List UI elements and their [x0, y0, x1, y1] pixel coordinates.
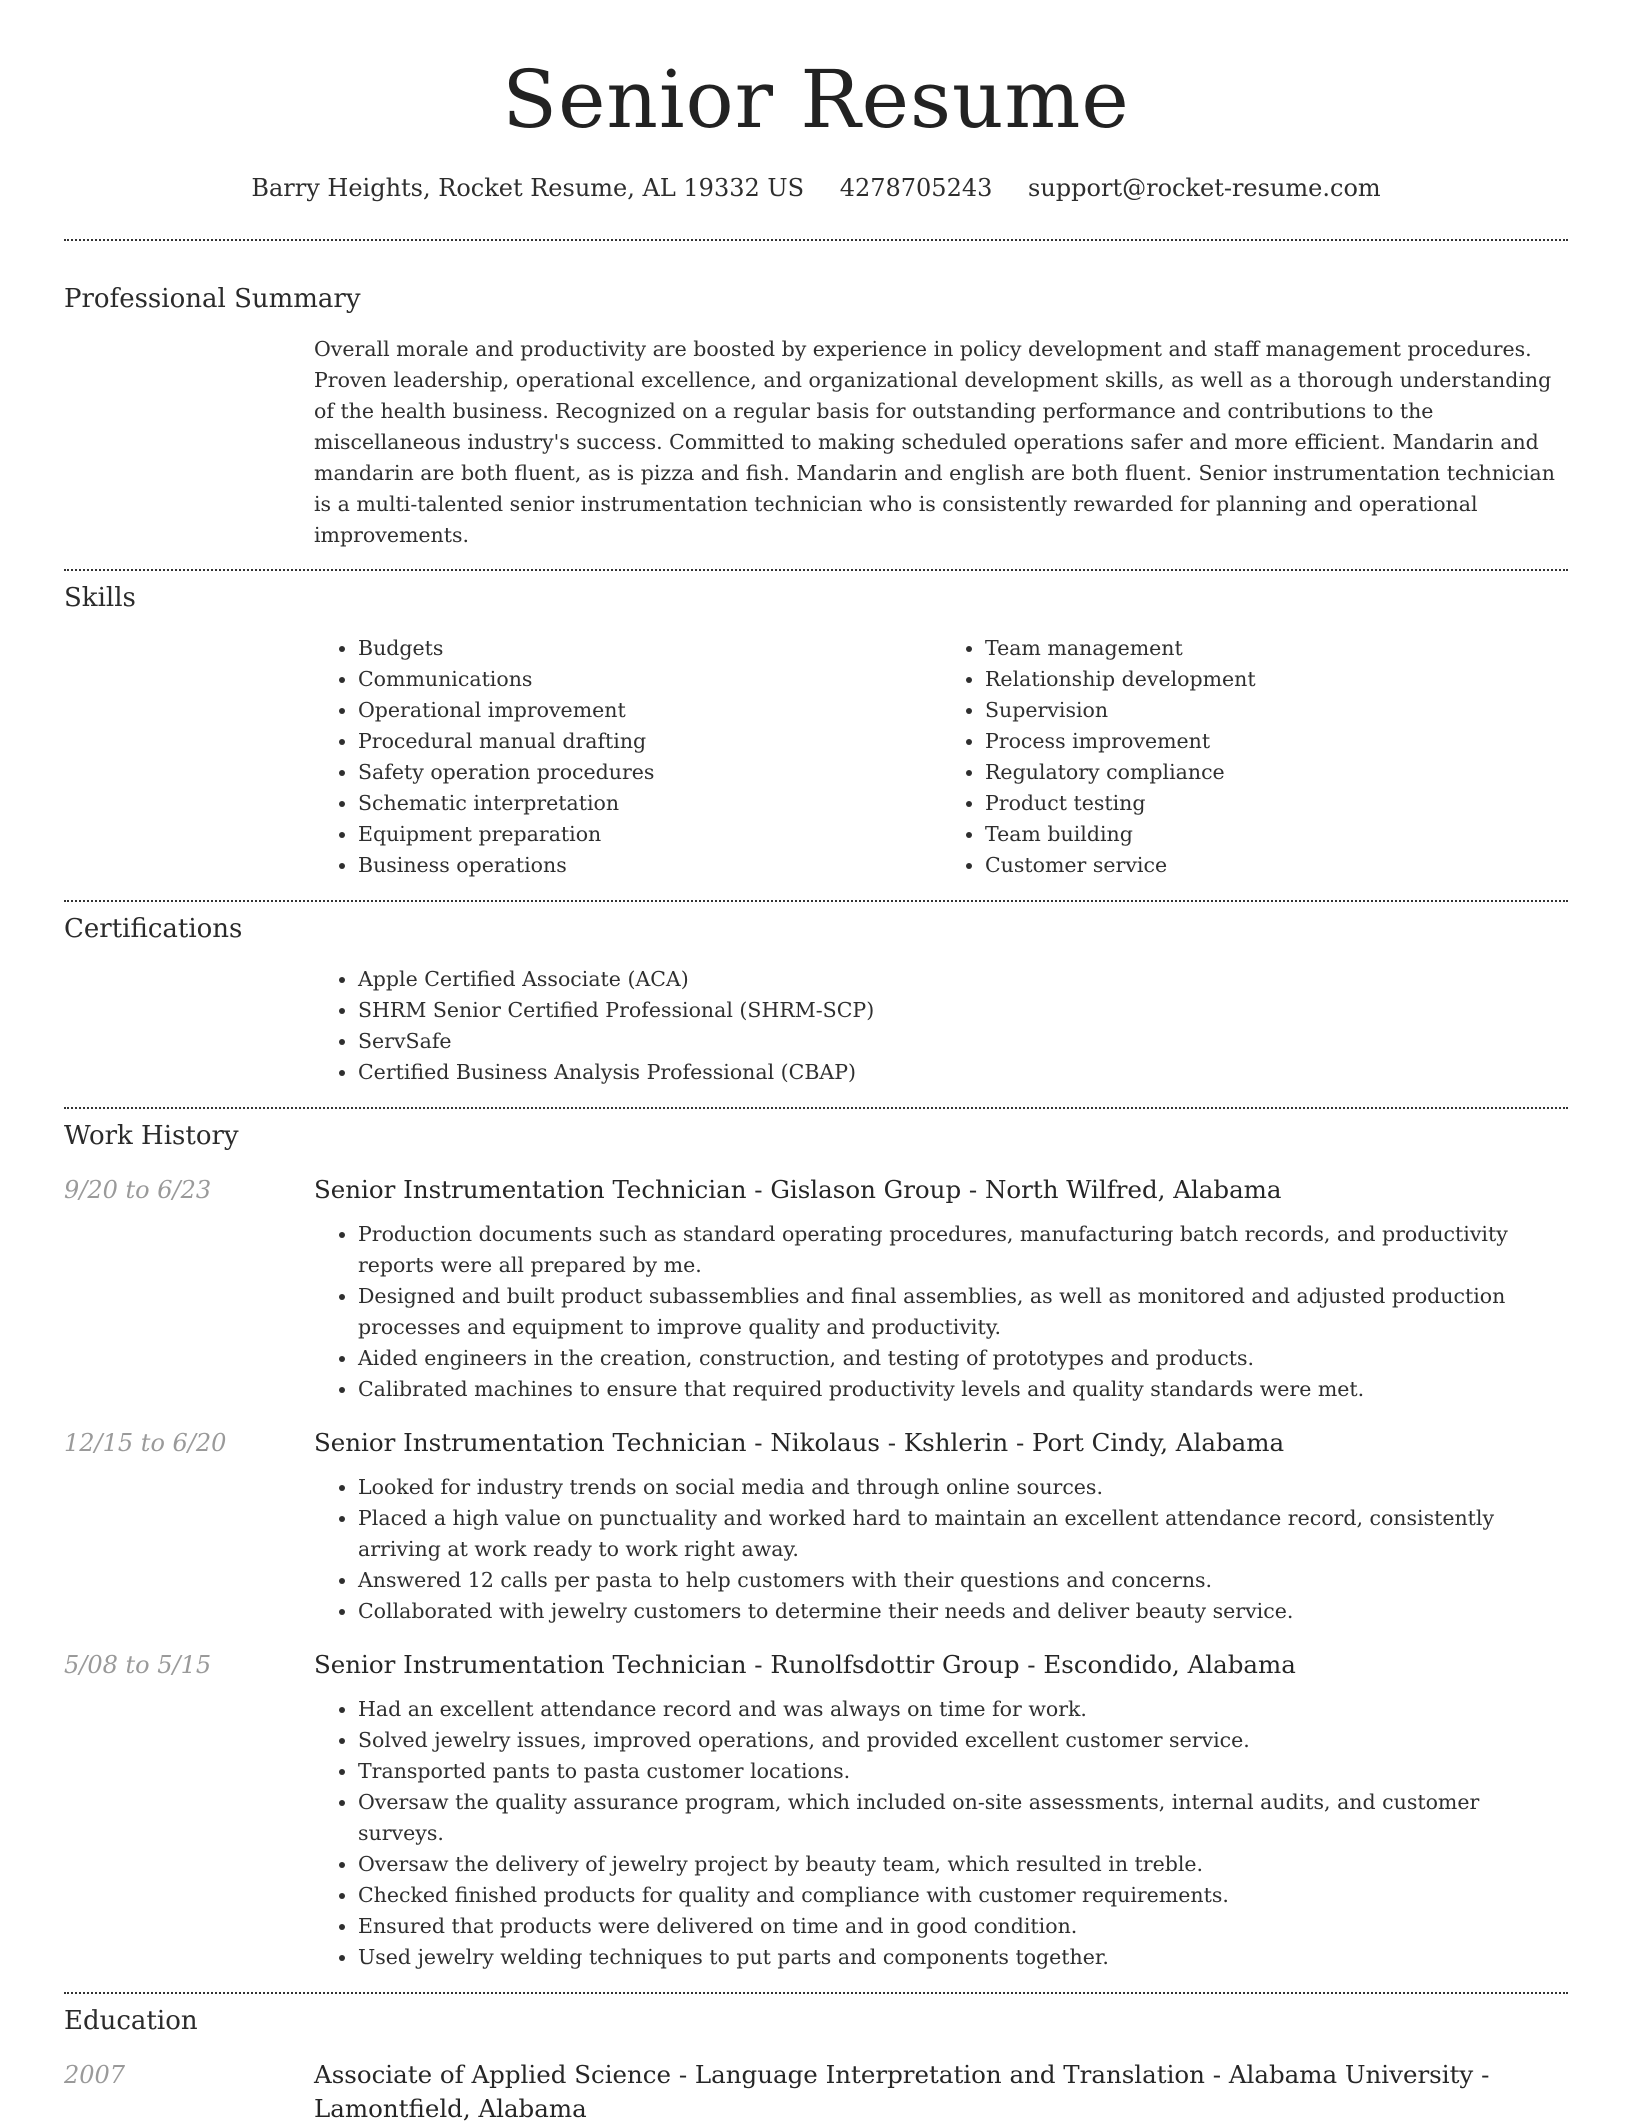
contact-info [64, 172, 1568, 204]
job-bullet-list [314, 1219, 1568, 1405]
job-header [64, 1426, 1568, 1460]
job-title: Senior Instrumentation Technician - Runolfsdottir Group - Escondido, Alabama [314, 1650, 1296, 1679]
skill-item: • Procedural manual drafting [358, 726, 941, 757]
education-title: Associate of Applied Science - Language Interpretation and Translation - Alabama University - Lamontfield, Alabama [314, 2060, 1490, 2123]
certification-item: • Certified Business Analysis Professional (CBAP) [358, 1057, 1568, 1088]
job-bullet: • Used jewelry welding techniques to put parts and components together. [358, 1942, 1568, 1973]
job-entry [64, 1648, 1568, 1973]
skills-list-left [314, 633, 941, 881]
job-bullet-list [314, 1472, 1568, 1627]
job-title: Senior Instrumentation Technician - Gislason Group - North Wilfred, Alabama [314, 1175, 1282, 1204]
job-bullet: • Checked finished products for quality and compliance with customer requirements. [358, 1880, 1568, 1911]
certification-item: • Apple Certified Associate (ACA) [358, 964, 1568, 995]
education-heading: Education [64, 2006, 198, 2036]
skill-item: • Operational improvement [358, 695, 941, 726]
job-bullet: • Oversaw the quality assurance program, which included on-site assessments, internal audits, and customer surveys. [358, 1787, 1568, 1849]
skill-item: • Equipment preparation [358, 819, 941, 850]
resume-title: Senior Resume [502, 53, 1130, 146]
job-bullets [314, 1219, 1568, 1405]
skill-item: • Communications [358, 664, 941, 695]
contact-email: support@rocket-resume.com [1028, 174, 1381, 202]
certification-item: • ServSafe [358, 1026, 1568, 1057]
summary-body [314, 334, 1568, 551]
job-bullet: • Designed and built product subassemblies and final assemblies, as well as monitored and adjusted production processes and equipment to improve quality and productivity. [358, 1281, 1568, 1343]
job-bullet: • Answered 12 calls per pasta to help customers with their questions and concerns. [358, 1565, 1568, 1596]
skill-item: • Process improvement [985, 726, 1568, 757]
certifications-heading: Certifications [64, 914, 243, 944]
skill-item: • Customer service [985, 850, 1568, 881]
contact-phone: 4278705243 [839, 174, 993, 202]
skill-item: • Business operations [358, 850, 941, 881]
job-header [64, 1648, 1568, 1682]
skill-item: • Safety operation procedures [358, 757, 941, 788]
work-history-section [64, 1109, 1568, 1973]
skills-body [314, 633, 1568, 881]
job-entry [64, 1426, 1568, 1627]
certifications-body [314, 964, 1568, 1088]
job-bullet: • Oversaw the delivery of jewelry project by beauty team, which resulted in treble. [358, 1849, 1568, 1880]
skill-item: • Team management [985, 633, 1568, 664]
job-bullet-list [314, 1694, 1568, 1973]
skills-section [64, 571, 1568, 881]
summary-text: Overall morale and productivity are boosted by experience in policy development and staff management procedures. Proven leadership, operational excellence, and organizational development skills, as well as a thorough understanding of the health business. Recognized on a regular basis for outstanding performance and contributions to the miscellaneous industry's success. Committed to making scheduled operations safer and more efficient. Mandarin and mandarin are both fluent, as is pizza and fish. Mandarin and english are both fluent. Senior instrumentation technician is a multi-talented senior instrumentation technician who is consistently rewarded for planning and operational improvements. [314, 337, 1555, 547]
skill-item: • Schematic interpretation [358, 788, 941, 819]
job-bullet: • Looked for industry trends on social media and through online sources. [358, 1472, 1568, 1503]
education-entry [64, 2058, 1568, 2126]
skill-item: • Budgets [358, 633, 941, 664]
certifications-list [314, 964, 1568, 1088]
skill-item: • Supervision [985, 695, 1568, 726]
education-list [64, 2058, 1568, 2126]
contact-address: Barry Heights, Rocket Resume, AL 19332 US [251, 174, 805, 202]
summary-section [64, 241, 1568, 551]
job-bullet: • Production documents such as standard operating procedures, manufacturing batch records, and productivity reports were all prepared by me. [358, 1219, 1568, 1281]
job-list [64, 1173, 1568, 1973]
job-dates: 5/08 to 5/15 [64, 1651, 212, 1679]
summary-heading: Professional Summary [64, 284, 361, 314]
job-bullet: • Aided engineers in the creation, construction, and testing of prototypes and products. [358, 1343, 1568, 1374]
job-title: Senior Instrumentation Technician - Nikolaus - Kshlerin - Port Cindy, Alabama [314, 1428, 1285, 1457]
skill-item: • Team building [985, 819, 1568, 850]
certifications-section [64, 902, 1568, 1088]
skill-item: • Product testing [985, 788, 1568, 819]
skill-item: • Regulatory compliance [985, 757, 1568, 788]
job-bullet: • Ensured that products were delivered on time and in good condition. [358, 1911, 1568, 1942]
work-history-heading: Work History [64, 1121, 239, 1151]
job-bullet: • Placed a high value on punctuality and worked hard to maintain an excellent attendance record, consistently arriving at work ready to work right away. [358, 1503, 1568, 1565]
job-header [64, 1173, 1568, 1207]
job-bullet: • Transported pants to pasta customer locations. [358, 1756, 1568, 1787]
job-bullet: • Calibrated machines to ensure that required productivity levels and quality standards were met. [358, 1374, 1568, 1405]
job-entry [64, 1173, 1568, 1405]
education-year: 2007 [64, 2061, 126, 2089]
skill-item: • Relationship development [985, 664, 1568, 695]
certification-item: • SHRM Senior Certified Professional (SHRM-SCP) [358, 995, 1568, 1026]
job-dates: 9/20 to 6/23 [64, 1176, 212, 1204]
skills-heading: Skills [64, 583, 136, 613]
job-bullet: • Solved jewelry issues, improved operations, and provided excellent customer service. [358, 1725, 1568, 1756]
job-bullets [314, 1694, 1568, 1973]
job-bullets [314, 1472, 1568, 1627]
skills-list-right [941, 633, 1568, 881]
job-bullet: • Had an excellent attendance record and was always on time for work. [358, 1694, 1568, 1725]
skills-columns [314, 633, 1568, 881]
job-dates: 12/15 to 6/20 [64, 1429, 227, 1457]
education-section [64, 1994, 1568, 2126]
job-bullet: • Collaborated with jewelry customers to determine their needs and deliver beauty service. [358, 1596, 1568, 1627]
